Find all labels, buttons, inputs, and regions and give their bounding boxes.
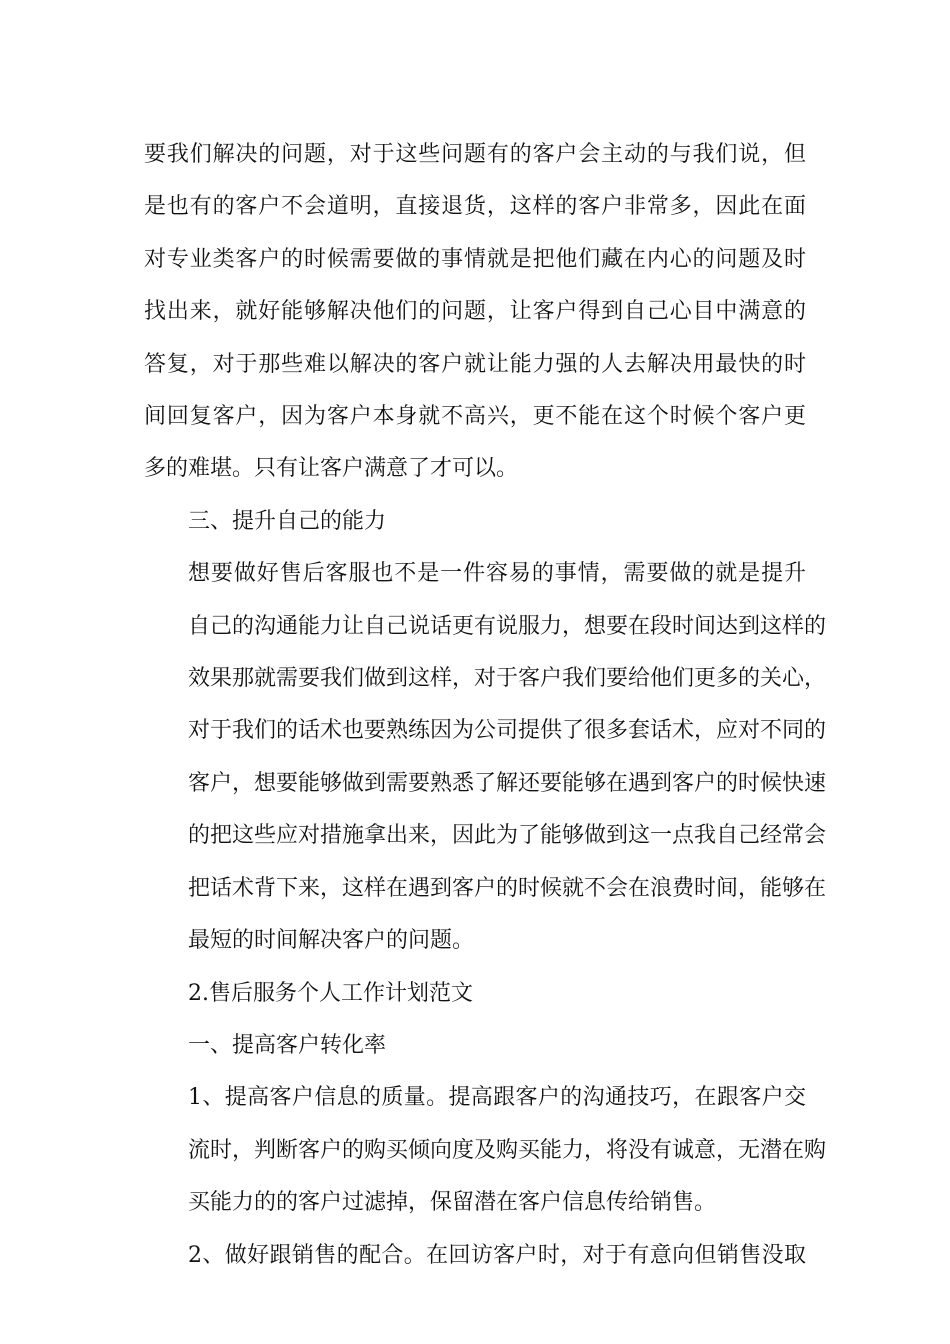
text-line: 对专业类客户的时候需要做的事情就是把他们藏在内心的问题及时: [144, 246, 806, 272]
paragraph: [144, 1020, 806, 1072]
text-line: 1、提高客户信息的质量。提高跟客户的沟通技巧，在跟客户交: [188, 1085, 806, 1111]
text-line: 客户，想要能够做到需要熟悉了解还要能够在遇到客户的时候快速: [188, 770, 827, 796]
paragraph: [144, 129, 806, 496]
paragraph: [144, 968, 806, 1020]
document-body: [144, 129, 827, 1282]
text-line: 想要做好售后客服也不是一件容易的事情，需要做的就是提升: [188, 561, 806, 587]
text-line: 的把这些应对措施拿出来，因此为了能够做到这一点我自己经常会: [188, 823, 827, 849]
paragraph: [144, 496, 806, 548]
text-line: 流时，判断客户的购买倾向度及购买能力，将没有诚意，无潜在购: [188, 1137, 827, 1163]
text-line: 最短的时间解决客户的问题。: [188, 928, 475, 954]
text-line: 答复，对于那些难以解决的客户就让能力强的人去解决用最快的时: [144, 351, 806, 377]
text-line: 自己的沟通能力让自己说话更有说服力，想要在段时间达到这样的: [188, 613, 827, 639]
text-line: 间回复客户，因为客户本身就不高兴，更不能在这个时候个客户更: [144, 404, 806, 430]
paragraph: [144, 1072, 827, 1229]
text-line: 把话术背下来，这样在遇到客户的时候就不会在浪费时间，能够在: [188, 875, 827, 901]
text-line: 找出来，就好能够解决他们的问题，让客户得到自己心目中满意的: [144, 299, 806, 325]
text-line: 三、提升自己的能力: [188, 508, 387, 534]
paragraph: [144, 548, 827, 967]
text-line: 2、做好跟销售的配合。在回访客户时，对于有意向但销售没取: [188, 1242, 806, 1268]
text-line: 要我们解决的问题，对于这些问题有的客户会主动的与我们说，但: [144, 142, 806, 167]
text-line: 买能力的的客户过滤掉，保留潜在客户信息传给销售。: [188, 1190, 717, 1216]
paragraph: [144, 1230, 806, 1282]
text-line: 2.售后服务个人工作计划范文: [188, 980, 473, 1006]
text-line: 效果那就需要我们做到这样，对于客户我们要给他们更多的关心，: [188, 666, 827, 692]
text-line: 多的难堪。只有让客户满意了才可以。: [144, 456, 519, 482]
text-line: 是也有的客户不会道明，直接退货，这样的客户非常多，因此在面: [144, 194, 806, 220]
text-line: 对于我们的话术也要熟练因为公司提供了很多套话术，应对不同的: [188, 718, 827, 744]
text-line: 一、提高客户转化率: [188, 1032, 387, 1058]
